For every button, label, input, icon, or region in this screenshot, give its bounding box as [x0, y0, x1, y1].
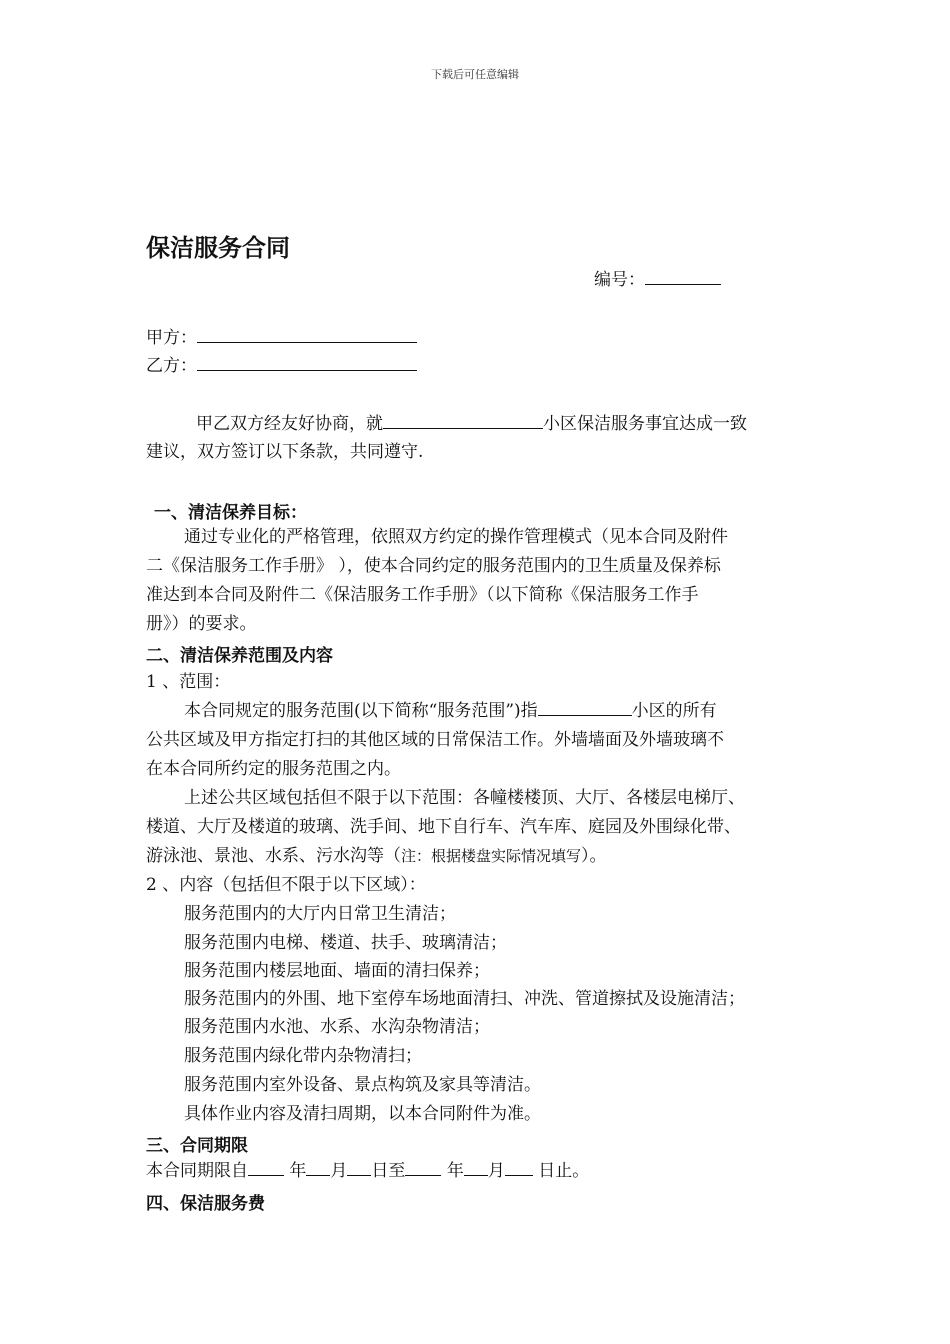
term-year-2: 年 — [446, 1161, 464, 1181]
public-area-line: 上述公共区域包括但不限于以下范围：各幢楼楼顶、大厅、各楼层电梯厅、 — [184, 788, 745, 808]
term-end: 日止。 — [538, 1161, 590, 1181]
community-blank — [383, 410, 543, 429]
term-to: 日至 — [371, 1161, 406, 1181]
public-area-text: 游泳池、景池、水系、污水沟等（ — [146, 846, 401, 866]
scope-text-a: 本合同规定的服务范围(以下简称“服务范围”)指 — [184, 701, 538, 721]
party-b-label: 乙方： — [146, 356, 197, 376]
public-area-end: ）。 — [581, 846, 607, 866]
term-prefix: 本合同期限自 — [146, 1161, 248, 1181]
end-year-blank — [405, 1157, 441, 1176]
party-a-label: 甲方： — [146, 328, 197, 348]
party-b-blank — [197, 352, 417, 371]
party-a-blank — [197, 324, 417, 343]
intro-line-2: 建议，双方签订以下条款，共同遵守. — [146, 442, 424, 462]
scope-label: 1 、范围： — [146, 672, 231, 692]
term-year-1: 年 — [289, 1161, 307, 1181]
content-item: 服务范围内绿化带内杂物清扫； — [184, 1046, 422, 1066]
intro-text-a: 甲乙双方经友好协商，就 — [196, 414, 383, 434]
term-month-2: 月 — [487, 1161, 505, 1181]
number-label: 编号： — [594, 270, 645, 290]
end-month-blank — [464, 1157, 488, 1176]
content-item: 服务范围内电梯、楼道、扶手、玻璃清洁； — [184, 933, 507, 953]
end-day-blank — [505, 1157, 533, 1176]
fill-note: 注：根据楼盘实际情况填写 — [401, 847, 582, 865]
header-note: 下载后可任意编辑 — [431, 68, 519, 81]
content-item: 服务范围内室外设备、景点构筑及家具等清洁。 — [184, 1075, 541, 1095]
scope-text-b: 小区的所有 — [631, 701, 717, 721]
content-item: 服务范围内的外围、地下室停车场地面清扫、冲洗、管道擦拭及设施清洁； — [184, 989, 745, 1009]
start-month-blank — [306, 1157, 330, 1176]
contract-term-line — [146, 1157, 589, 1186]
section-1-line: 册》）的要求。 — [146, 614, 257, 634]
section-4-heading: 四、保洁服务费 — [146, 1194, 265, 1214]
section-3-heading: 三、合同期限 — [146, 1136, 248, 1156]
public-area-line: 楼道、大厅及楼道的玻璃、洗手间、地下自行车、汽车库、庭园及外围绿化带、 — [146, 817, 741, 837]
content-item: 服务范围内楼层地面、墙面的清扫保养； — [184, 961, 490, 981]
section-1-line: 准达到本合同及附件二《保洁服务工作手册》（以下简称《保洁服务工作手 — [146, 585, 699, 605]
number-blank — [645, 266, 721, 285]
content-item: 服务范围内的大厅内日常卫生清洁； — [184, 904, 456, 924]
contract-number — [594, 266, 721, 295]
content-item: 服务范围内水池、水系、水沟杂物清洁； — [184, 1017, 490, 1037]
section-2-heading: 二、清洁保养范围及内容 — [146, 646, 333, 666]
content-label: 2 、内容（包括但不限于以下区域）： — [146, 875, 426, 895]
scope-line-1 — [184, 697, 717, 726]
public-area-last-line — [146, 842, 607, 871]
section-1-line: 通过专业化的严格管理，依照双方约定的操作管理模式（见本合同及附件 — [184, 527, 728, 547]
scope-line: 公共区域及甲方指定打扫的其他区域的日常保洁工作。外墙墙面及外墙玻璃不 — [146, 730, 724, 750]
scope-line: 在本合同所约定的服务范围之内。 — [146, 759, 401, 779]
content-item: 具体作业内容及清扫周期，以本合同附件为准。 — [184, 1104, 541, 1124]
party-a — [146, 324, 417, 353]
document-title: 保洁服务合同 — [146, 234, 290, 262]
intro-line-1 — [196, 410, 747, 439]
scope-community-blank — [538, 697, 632, 716]
start-day-blank — [347, 1157, 371, 1176]
intro-text-b: 小区保洁服务事宜达成一致 — [543, 414, 747, 434]
start-year-blank — [248, 1157, 284, 1176]
section-1-heading: 一、清洁保养目标： — [154, 503, 307, 523]
party-b — [146, 352, 417, 381]
section-1-line: 二《保洁服务工作手册》 ），使本合同约定的服务范围内的卫生质量及保养标 — [146, 556, 721, 576]
term-month-1: 月 — [330, 1161, 348, 1181]
